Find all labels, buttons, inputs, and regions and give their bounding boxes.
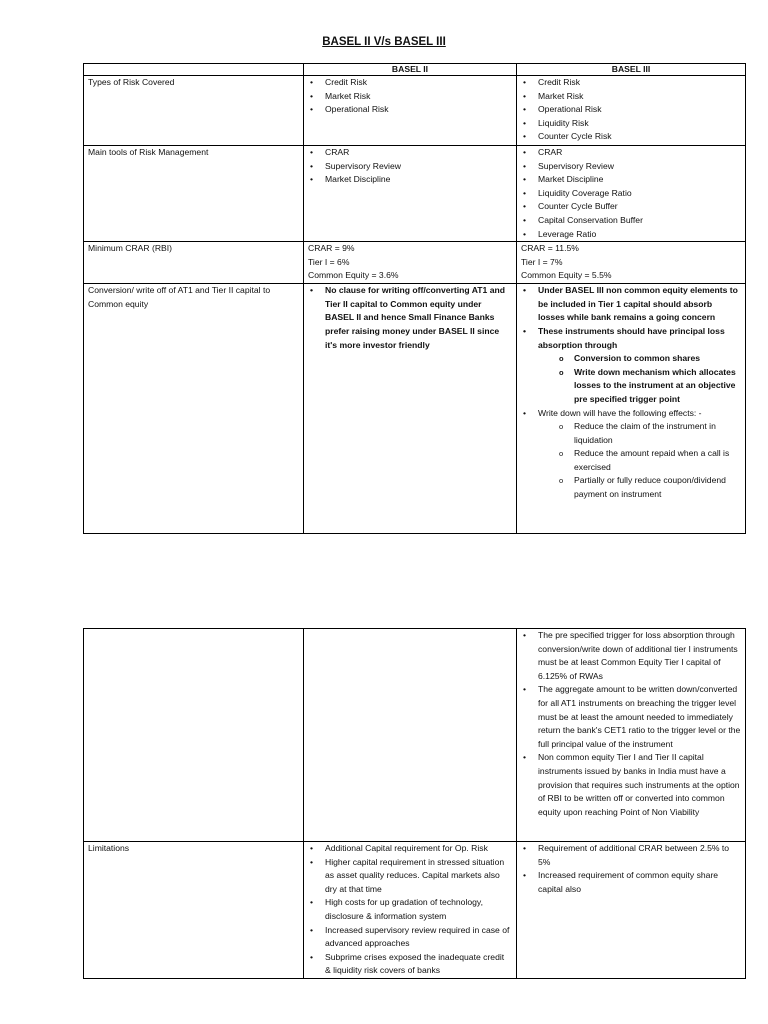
row-label: Limitations <box>84 842 304 979</box>
list-item: • Leverage Ratio <box>538 228 741 242</box>
sub-bullet-list <box>538 352 741 406</box>
header-basel-iii: BASEL III <box>517 64 746 76</box>
list-item: • Market Discipline <box>538 173 741 187</box>
row-label: Types of Risk Covered <box>84 76 304 146</box>
row-label-empty <box>84 629 304 842</box>
list-item-text: These instruments should have principal loss absorption through <box>538 325 725 350</box>
list-item: o Write down mechanism which allocates losses to the instrument at an objective pre specified trigger point <box>574 366 741 407</box>
list-item: • The pre specified trigger for loss absorption through conversion/write down of additional tier I instruments must be at least Common Equity Tier I capital of 6.125% of RWAs <box>538 629 741 683</box>
basel-iii-cell <box>517 284 746 534</box>
list-item: • Requirement of additional CRAR between 2.5% to 5% <box>538 842 741 869</box>
basel-ii-cell-empty <box>304 629 517 842</box>
list-item: • Non common equity Tier I and Tier II capital instruments issued by banks in India must have a provision that requires such instruments at the option of RBI to be written off or converted into common equity upon reaching Point of Non Viability <box>538 751 741 819</box>
list-item: • Market Risk <box>538 90 741 104</box>
bullet-list <box>308 842 512 978</box>
list-item: • Liquidity Coverage Ratio <box>538 187 741 201</box>
basel-ii-cell <box>304 842 517 979</box>
list-item <box>538 325 741 407</box>
list-item: • Capital Conservation Buffer <box>538 214 741 228</box>
value-line: Common Equity = 5.5% <box>521 270 612 281</box>
list-item: • The aggregate amount to be written down/converted for all AT1 instruments on breaching the trigger level must be at least the amount needed to immediately return the bank's CET1 ratio to the trigger level or the full principal value of the instrument <box>538 683 741 751</box>
row-limitations <box>84 842 746 979</box>
row-label: Conversion/ write off of AT1 and Tier II capital to Common equity <box>84 284 304 534</box>
list-item: • Increased requirement of common equity share capital also <box>538 869 741 896</box>
list-item <box>538 407 741 502</box>
list-item: • Supervisory Review <box>538 160 741 174</box>
comparison-table-page-2 <box>83 628 746 979</box>
row-minimum-crar <box>84 242 746 284</box>
list-item: • Credit Risk <box>325 76 512 90</box>
header-blank <box>84 64 304 76</box>
list-item: • Liquidity Risk <box>538 117 741 131</box>
list-item: • Under BASEL III non common equity elements to be included in Tier 1 capital should absorb losses while bank remains a going concern <box>538 284 741 325</box>
list-item: • Counter Cycle Buffer <box>538 200 741 214</box>
list-item: • CRAR <box>325 146 512 160</box>
plain-lines <box>308 242 512 283</box>
bullet-list <box>308 146 512 187</box>
list-item: • High costs for up gradation of technology, disclosure & information system <box>325 896 512 923</box>
basel-iii-cell <box>517 242 746 284</box>
bullet-list <box>308 284 512 352</box>
row-label: Main tools of Risk Management <box>84 146 304 242</box>
list-item: o Reduce the amount repaid when a call is exercised <box>574 447 741 474</box>
list-item: • Subprime crises exposed the inadequate credit & liquidity risk covers of banks <box>325 951 512 978</box>
list-item-text: Write down will have the following effects: - <box>538 407 702 418</box>
row-label: Minimum CRAR (RBI) <box>84 242 304 284</box>
list-item: • Operational Risk <box>325 103 512 117</box>
list-item: • Increased supervisory review required in case of advanced approaches <box>325 924 512 951</box>
basel-iii-cell <box>517 629 746 842</box>
list-item: • Supervisory Review <box>325 160 512 174</box>
header-basel-ii: BASEL II <box>304 64 517 76</box>
list-item: o Partially or fully reduce coupon/dividend payment on instrument <box>574 474 741 501</box>
list-item: • Operational Risk <box>538 103 741 117</box>
bullet-list <box>521 146 741 241</box>
bullet-list <box>521 629 741 819</box>
list-item: • Credit Risk <box>538 76 741 90</box>
list-item: o Conversion to common shares <box>574 352 741 366</box>
list-item: • Market Risk <box>325 90 512 104</box>
bullet-list <box>308 76 512 117</box>
row-risk-types <box>84 76 746 146</box>
row-risk-tools <box>84 146 746 242</box>
row-conversion <box>84 284 746 534</box>
basel-ii-cell <box>304 242 517 284</box>
bullet-list <box>521 76 741 144</box>
sub-bullet-list <box>538 420 741 502</box>
basel-ii-cell <box>304 76 517 146</box>
value-line: Tier I = 6% <box>308 256 350 267</box>
value-line: CRAR = 9% <box>308 243 355 254</box>
basel-ii-cell <box>304 284 517 534</box>
value-line: Tier I = 7% <box>521 256 563 267</box>
basel-iii-cell <box>517 146 746 242</box>
document-title: BASEL II V/s BASEL III <box>322 36 446 48</box>
list-item: • Additional Capital requirement for Op. Risk <box>325 842 512 856</box>
list-item: o Reduce the claim of the instrument in liquidation <box>574 420 741 447</box>
list-item: • No clause for writing off/converting AT1 and Tier II capital to Common equity under BASEL II and hence Small Finance Banks prefer raising money under BASEL II since it's more investor friendly <box>325 284 512 352</box>
header-row <box>84 64 746 76</box>
basel-iii-cell <box>517 842 746 979</box>
basel-ii-cell <box>304 146 517 242</box>
plain-lines <box>521 242 741 283</box>
bullet-list <box>521 842 741 896</box>
list-item: • CRAR <box>538 146 741 160</box>
list-item: • Counter Cycle Risk <box>538 130 741 144</box>
basel-iii-cell <box>517 76 746 146</box>
value-line: Common Equity = 3.6% <box>308 270 399 281</box>
row-conversion-continued <box>84 629 746 842</box>
list-item: • Higher capital requirement in stressed situation as asset quality reduces. Capital markets also dry at that time <box>325 856 512 897</box>
value-line: CRAR = 11.5% <box>521 243 579 254</box>
comparison-table-page-1 <box>83 63 746 534</box>
bullet-list <box>521 284 741 502</box>
list-item: • Market Discipline <box>325 173 512 187</box>
